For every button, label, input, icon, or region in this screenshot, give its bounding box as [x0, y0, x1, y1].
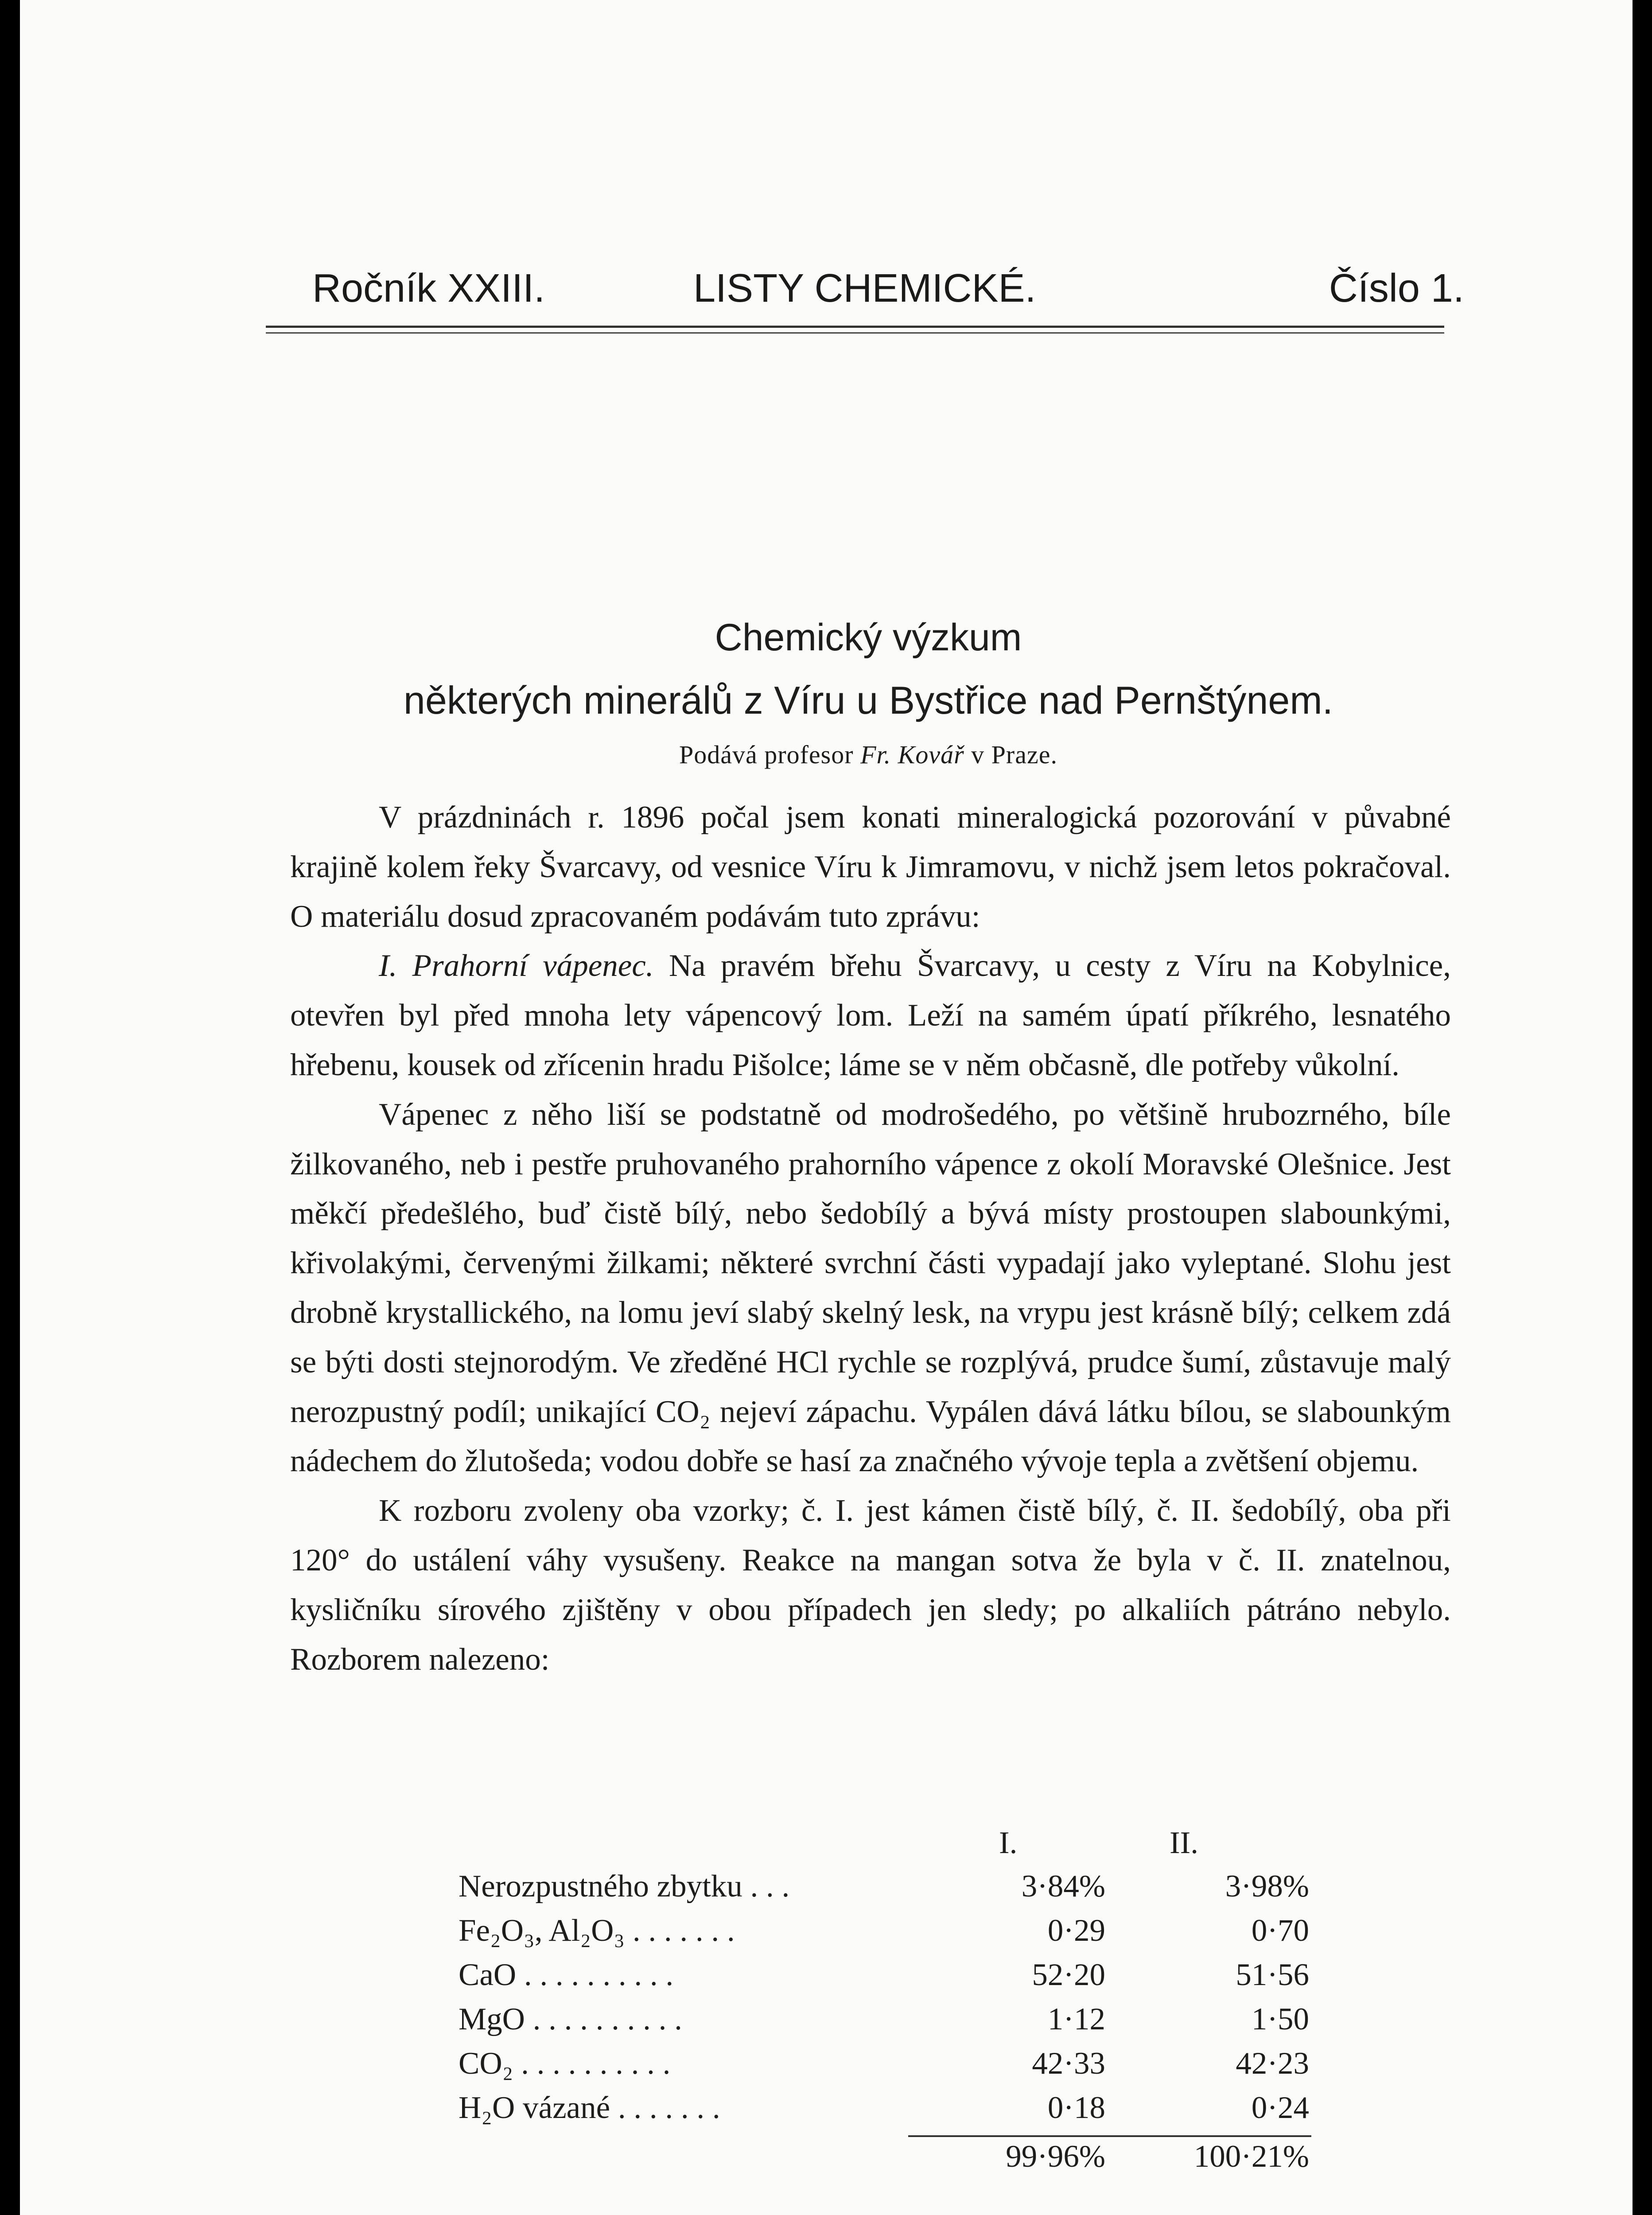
journal-title: LISTY CHEMICKÉ.: [693, 266, 1036, 311]
table-row: [459, 1869, 1309, 1913]
table-col-header-1: I.: [999, 1826, 1018, 1860]
section-heading: I. Prahorní vápenec.: [379, 948, 654, 983]
row-label: Nerozpustného zbytku . . .: [459, 1869, 790, 1904]
row-label: Fe₂O₃, Al₂O₃ . . . . . . .: [459, 1913, 735, 1948]
row-value-2: 51·56: [1236, 1958, 1309, 1992]
issue-number: Číslo 1.: [1329, 266, 1464, 311]
paragraph-section-1: [290, 941, 1451, 1090]
row-label: H₂O vázané . . . . . . .: [459, 2091, 720, 2125]
header-rule-thin: [266, 332, 1444, 334]
row-value-1: 0·18: [1047, 2091, 1105, 2125]
table-row: [459, 2090, 1309, 2134]
row-label: CaO . . . . . . . . . .: [459, 1958, 674, 1992]
row-value-1: 3·84%: [1021, 1869, 1105, 1904]
volume-label: Ročník XXIII.: [312, 266, 545, 311]
row-label: MgO . . . . . . . . . .: [459, 2002, 682, 2036]
paragraph-intro: V prázdninách r. 1896 počal jsem konati mineralogická pozorování v půvabné krajině kolem řeky Švarcavy, od vesnice Víru k Jimramovu, v nichž jsem letos pokračoval. O materiálu dosud zpracovaném podávám tuto zprávu:: [290, 800, 1451, 934]
article-title: Chemický výzkum: [715, 616, 1022, 659]
byline: [266, 740, 1471, 769]
row-value-2: 42·23: [1236, 2046, 1309, 2081]
row-value-2: 0·70: [1251, 1913, 1309, 1948]
header-rule-thick: [266, 326, 1444, 328]
table-row: [459, 1957, 1309, 2001]
byline-prefix: Podává profesor: [679, 740, 854, 769]
byline-suffix: v Praze.: [971, 740, 1057, 769]
table-total-row: [459, 2139, 1309, 2183]
running-header: [312, 266, 1464, 319]
row-value-1: 52·20: [1032, 1958, 1105, 1992]
sum-rule: [908, 2135, 1311, 2137]
table-row: [459, 1913, 1309, 1957]
byline-author: Fr. Kovář: [860, 740, 964, 769]
row-label: CO₂ . . . . . . . . . .: [459, 2046, 671, 2081]
table-row: [459, 2001, 1309, 2046]
paragraph-description: Vápenec z něho liší se podstatně od modrošedého, po většině hrubozrného, bíle žilkovaného, neb i pestře pruhovaného prahorního vápence z okolí Moravské Olešnice. Jest měkčí předešlého, buď čistě bílý, nebo šedobílý a bývá místy prostoupen slabounkými, křivolakými, červenými žilkami; některé svrchní části vypadají jako vyleptané. Slohu jest drobně krystallického, na lomu jeví slabý skelný lesk, na vrypu jest krásně bílý; celkem zdá se býti dosti stejnorodým. Ve zředěné HCl rychle se rozplývá, prudce šumí, zůstavuje malý nerozpustný podíl; unikající CO₂ nejeví zápachu. Vypálen dává látku bílou, se slabounkým nádechem do žlutošeda; vodou dobře se hasí za značného vývoje tepla a zvětšení objemu.: [290, 1097, 1451, 1479]
article-body: [290, 793, 1451, 1684]
total-value-2: 100·21%: [1193, 2139, 1309, 2174]
article-subtitle: některých minerálů z Víru u Bystřice nad Pernštýnem.: [403, 678, 1333, 722]
row-value-2: 3·98%: [1225, 1869, 1309, 1904]
total-value-1: 99·96%: [1006, 2139, 1105, 2174]
table-col-header-2: II.: [1170, 1826, 1199, 1860]
paragraph-analysis: K rozboru zvoleny oba vzorky; č. I. jest kámen čistě bílý, č. II. šedobílý, oba při 120° do ustálení váhy vysušeny. Reakce na mangan sotva že byla v č. II. znatelnou, kysličníku sírového zjištěny v obou případech jen sledy; po alkaliích pátráno nebylo. Rozborem nalezeno:: [290, 1493, 1451, 1677]
section-text: Na pravém břehu Švarcavy, u cesty z Víru na Kobylnice, otevřen byl před mnoha lety vápencový lom. Leží na samém úpatí příkrého, lesnatého hřebenu, kousek od zřícenin hradu Pišolce; láme se v něm občasně, dle potřeby vůkolní.: [290, 948, 1451, 1082]
row-value-1: 1·12: [1047, 2002, 1105, 2036]
row-value-2: 0·24: [1251, 2091, 1309, 2125]
row-value-1: 42·33: [1032, 2046, 1105, 2081]
row-value-1: 0·29: [1047, 1913, 1105, 1948]
row-value-2: 1·50: [1251, 2002, 1309, 2036]
table-row: [459, 2046, 1309, 2090]
